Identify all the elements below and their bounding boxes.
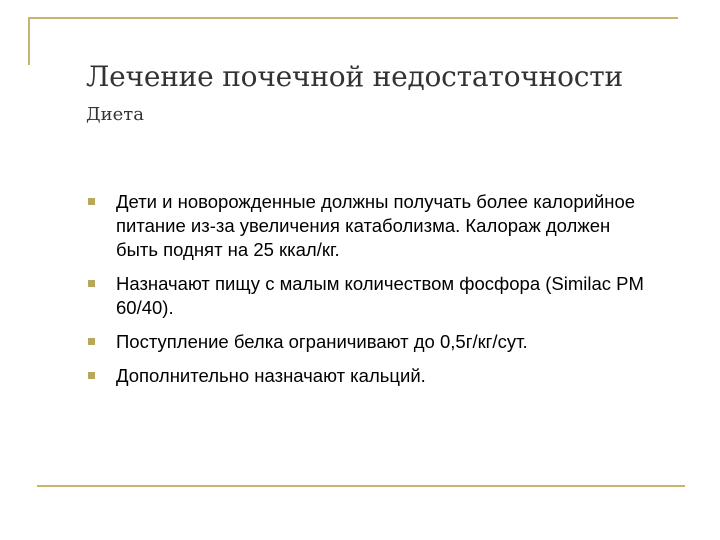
bottom-decorative-line: [37, 485, 685, 487]
bullet-list: [84, 190, 654, 398]
bullet-item: [84, 272, 654, 320]
bullet-text: Поступление белка ограничивают до 0,5г/кг/сут.: [116, 331, 528, 352]
left-decorative-line: [28, 17, 30, 65]
bullet-item: [84, 364, 654, 388]
bullet-item: [84, 330, 654, 354]
square-bullet-icon: [88, 280, 95, 287]
bullet-item: [84, 190, 654, 262]
square-bullet-icon: [88, 338, 95, 345]
square-bullet-icon: [88, 372, 95, 379]
top-decorative-line: [28, 17, 678, 19]
slide-title: Лечение почечной недостаточности: [86, 60, 624, 93]
square-bullet-icon: [88, 198, 95, 205]
bullet-text: Назначают пищу с малым количеством фосфора (Similac PM 60/40).: [116, 273, 644, 318]
bullet-text: Дополнительно назначают кальций.: [116, 365, 426, 386]
bullet-text: Дети и новорожденные должны получать более калорийное питание из-за увеличения катаболизма. Калораж должен быть поднят на 25 ккал/кг.: [116, 191, 636, 260]
slide-subtitle: Диета: [86, 104, 144, 125]
